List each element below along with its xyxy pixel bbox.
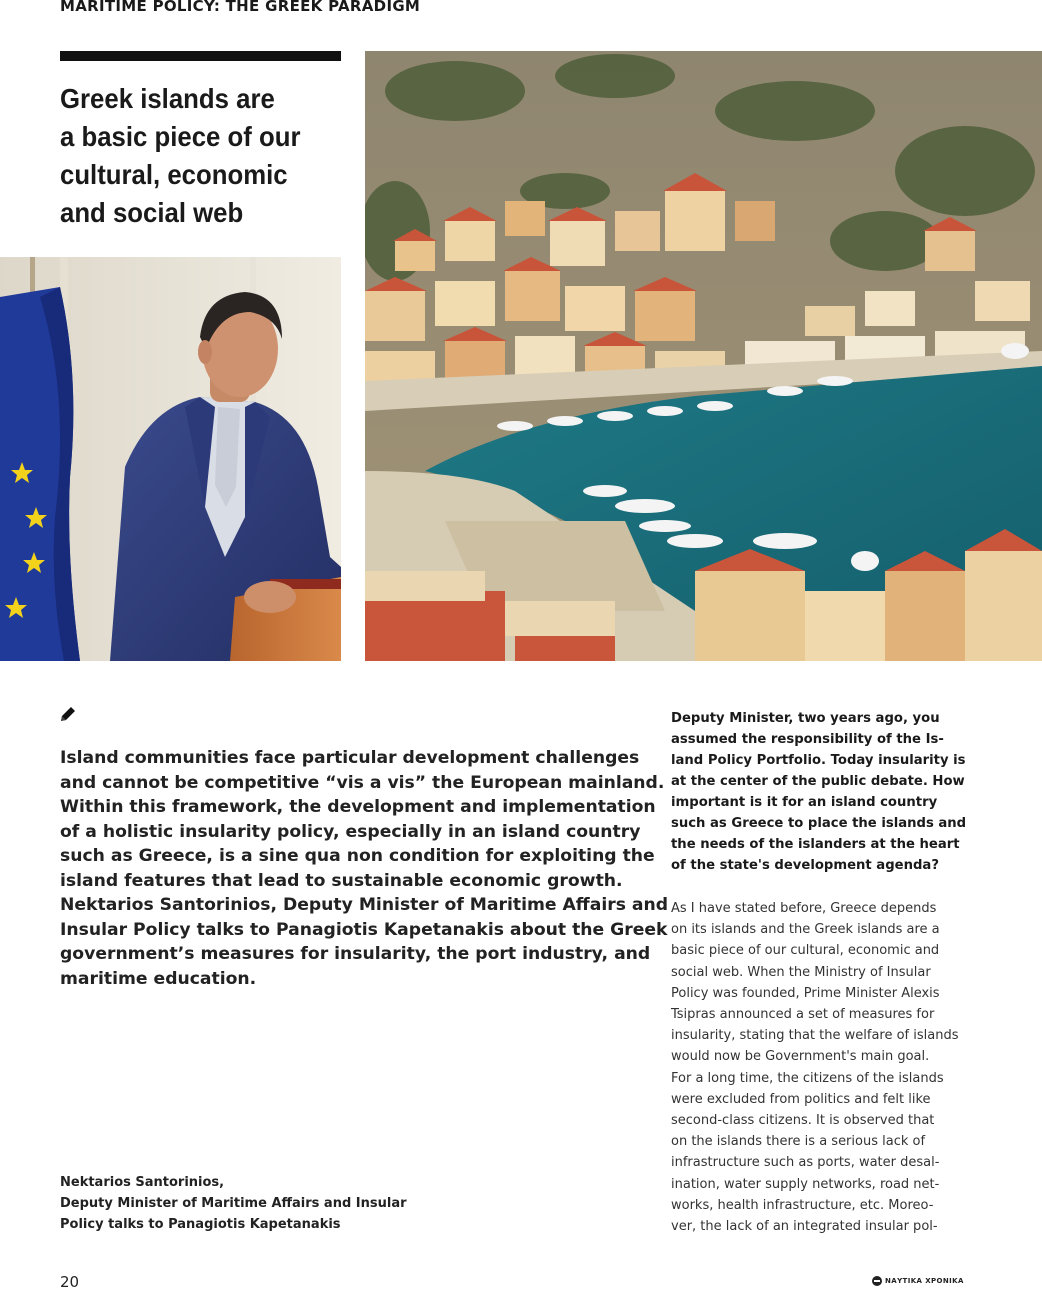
headline-line: cultural, economic xyxy=(60,159,288,190)
section-title: MARITIME POLICY: THE GREEK PARADIGM xyxy=(60,0,421,15)
answer-line: As I have stated before, Greece depends xyxy=(671,901,937,916)
page-number: 20 xyxy=(60,1273,80,1291)
lead-line: and cannot be competitive “vis a vis” the European mainland. xyxy=(60,772,665,793)
pencil-icon xyxy=(59,705,77,723)
headline-rule xyxy=(60,51,341,61)
answer-line: ination, water supply networks, road net- xyxy=(671,1176,940,1192)
byline-line: Policy talks to Panagiotis Kapetanakis xyxy=(60,1217,341,1232)
lead-line: Insular Policy talks to Panagiotis Kapetanakis about the Greek xyxy=(60,919,668,940)
answer-line: on its islands and the Greek islands are a xyxy=(671,922,940,938)
question-line: assumed the responsibility of the Is- xyxy=(671,732,944,747)
logo-mark-icon xyxy=(872,1276,882,1286)
answer-line: would now be Government's main goal. xyxy=(671,1049,930,1065)
publication-logo xyxy=(872,1276,964,1286)
lead-line: Within this framework, the development and implementation xyxy=(60,797,656,817)
headline-line: and social web xyxy=(60,197,244,228)
question-line: of the state's development agenda? xyxy=(671,858,939,873)
lead-line: such as Greece, is a sine qua non condition for exploiting the xyxy=(60,846,655,866)
byline-line: Deputy Minister of Maritime Affairs and Insular xyxy=(60,1196,407,1211)
interview-answer xyxy=(671,898,959,1237)
answer-line: insularity, stating that the welfare of islands xyxy=(671,1028,959,1044)
headline-line: a basic piece of our xyxy=(60,121,301,152)
answer-line: Policy was founded, Prime Minister Alexis xyxy=(671,985,940,1001)
publication-name: ΝΑΥΤΙΚΑ ΧΡΟΝΙΚΑ xyxy=(885,1277,964,1285)
answer-line: For a long time, the citizens of the islands xyxy=(671,1070,944,1086)
answer-line: infrastructure such as ports, water desal- xyxy=(671,1155,940,1171)
lead-line: Island communities face particular development challenges xyxy=(60,748,640,768)
question-line: such as Greece to place the islands and xyxy=(671,816,967,831)
portrait-photo xyxy=(0,257,341,661)
answer-line: works, health infrastructure, etc. Moreo- xyxy=(671,1197,934,1213)
question-line: Deputy Minister, two years ago, you xyxy=(671,711,940,726)
headline xyxy=(60,80,318,232)
answer-line: on the islands there is a serious lack of xyxy=(671,1134,926,1150)
lead-line: island features that lead to sustainable economic growth. xyxy=(60,870,623,891)
lead-line: Nektarios Santorinios, Deputy Minister of Maritime Affairs and xyxy=(60,895,669,915)
byline-line: Nektarios Santorinios, xyxy=(60,1175,225,1190)
answer-line: Tsipras announced a set of measures for xyxy=(671,1007,935,1023)
headline-line: Greek islands are xyxy=(60,83,275,114)
lead-line: government’s measures for insularity, the port industry, and xyxy=(60,944,651,964)
lead-paragraph xyxy=(60,746,669,991)
answer-line: ver, the lack of an integrated insular pol- xyxy=(671,1219,938,1235)
lead-line: maritime education. xyxy=(60,968,257,989)
question-line: at the center of the public debate. How xyxy=(671,774,965,789)
byline xyxy=(60,1172,420,1235)
answer-line: basic piece of our cultural, economic and xyxy=(671,943,940,959)
answer-line: social web. When the Ministry of Insular xyxy=(671,964,931,980)
question-line: the needs of the islanders at the heart xyxy=(671,837,960,852)
aerial-harbor-photo xyxy=(365,51,1042,661)
question-line: important is it for an island country xyxy=(671,795,938,810)
answer-line: second-class citizens. It is observed that xyxy=(671,1113,935,1129)
answer-line: were excluded from politics and felt like xyxy=(671,1091,931,1107)
lead-line: of a holistic insularity policy, especially in an island country xyxy=(60,821,641,842)
question-line: land Policy Portfolio. Today insularity is xyxy=(671,753,966,768)
interview-question xyxy=(671,708,967,876)
